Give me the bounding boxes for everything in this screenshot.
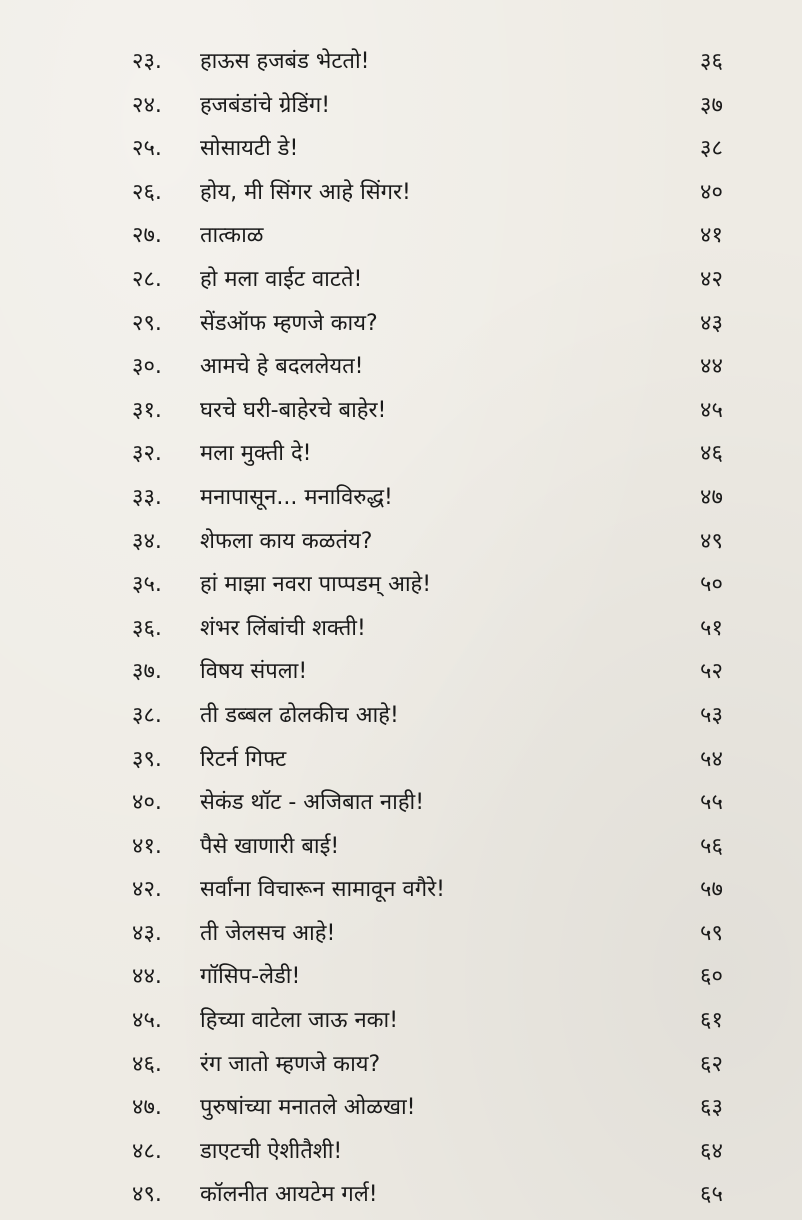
chapter-title: हिच्या वाटेला जाऊ नका! <box>200 1008 399 1034</box>
chapter-title: ती डब्बल ढोलकीच आहे! <box>200 702 399 728</box>
chapter-number: ३५. <box>132 572 162 598</box>
toc-entry <box>0 40 802 84</box>
page-number: ५९ <box>700 920 723 946</box>
chapter-title: हां माझा नवरा पाप्पडम् आहे! <box>200 572 432 598</box>
page-number: ६३ <box>700 1095 723 1121</box>
chapter-number: ४८. <box>132 1138 162 1164</box>
chapter-number: ४६. <box>132 1051 162 1077</box>
chapter-number: २४. <box>132 92 162 118</box>
toc-entry <box>0 1130 802 1174</box>
chapter-title: ती जेलसच आहे! <box>200 920 336 946</box>
page-number: ५३ <box>700 702 723 728</box>
chapter-title: मनापासून... मनाविरुद्ध! <box>200 484 393 510</box>
chapter-number: ४०. <box>132 790 162 816</box>
toc-entry <box>0 912 802 956</box>
toc-entry <box>0 868 802 912</box>
chapter-number: ४९. <box>132 1182 162 1208</box>
page-number: ३६ <box>700 49 723 74</box>
toc-entry <box>0 694 802 738</box>
chapter-title: शेफला काय कळतंय? <box>200 528 373 554</box>
chapter-number: ३४. <box>132 528 162 554</box>
toc-entry <box>0 607 802 651</box>
toc-entry <box>0 84 802 128</box>
chapter-number: ३९. <box>132 746 162 772</box>
toc-entry <box>0 214 802 258</box>
chapter-title: सोसायटी डे! <box>200 136 299 162</box>
toc-entry <box>0 825 802 869</box>
chapter-title: सर्वांना विचारून सामावून वगैरे! <box>200 877 445 903</box>
chapter-number: ४३. <box>132 920 162 946</box>
page-number: ५० <box>700 572 723 598</box>
chapter-title: डाएटची ऐशीतैशी! <box>200 1138 343 1164</box>
chapter-number: ३७. <box>132 659 162 685</box>
chapter-title: घरचे घरी-बाहेरचे बाहेर! <box>200 397 387 423</box>
chapter-title: रंग जातो म्हणजे काय? <box>200 1051 381 1077</box>
page-number: ४६ <box>700 441 723 467</box>
page-number: ६४ <box>700 1138 723 1164</box>
chapter-number: ४७. <box>132 1095 162 1121</box>
toc-entry <box>0 650 802 694</box>
chapter-title: सेंडऑफ म्हणजे काय? <box>200 310 378 336</box>
toc-entry <box>0 302 802 346</box>
page-number: ४० <box>700 179 723 205</box>
chapter-title: गॉसिप-लेडी! <box>200 964 301 990</box>
chapter-title: हो मला वाईट वाटते! <box>200 266 363 292</box>
toc-entry <box>0 520 802 564</box>
chapter-title: तात्काळ <box>200 223 264 249</box>
chapter-number: ३३. <box>132 484 162 510</box>
chapter-title: रिटर्न गिफ्ट <box>200 746 287 772</box>
page-number: ४४ <box>700 354 723 380</box>
chapter-number: ३८. <box>132 702 162 728</box>
chapter-number: ३०. <box>132 354 162 380</box>
page-number: ३८ <box>700 136 723 162</box>
toc-entry <box>0 389 802 433</box>
toc-entry <box>0 258 802 302</box>
toc-entry <box>0 127 802 171</box>
chapter-number: २९. <box>132 310 162 336</box>
toc-entry <box>0 999 802 1043</box>
chapter-number: ४४. <box>132 964 162 990</box>
page-number: ५४ <box>700 746 723 772</box>
chapter-number: २७. <box>132 223 162 249</box>
chapter-number: ४२. <box>132 877 162 903</box>
page-number: ६० <box>700 964 723 990</box>
toc-entry <box>0 476 802 520</box>
page-number: ४१ <box>700 223 723 249</box>
page-number: ४३ <box>700 310 723 336</box>
page-number: ६१ <box>700 1008 723 1034</box>
chapter-number: २३. <box>132 49 162 74</box>
toc-entry <box>0 1086 802 1130</box>
toc-entry <box>0 955 802 999</box>
chapter-number: २८. <box>132 266 162 292</box>
page-number: ४९ <box>700 528 723 554</box>
toc-entry <box>0 781 802 825</box>
chapter-number: ३२. <box>132 441 162 467</box>
chapter-title: आमचे हे बदललेयत! <box>200 354 364 380</box>
page-number: ५५ <box>700 790 723 816</box>
toc-entry <box>0 563 802 607</box>
chapter-title: पुरुषांच्या मनातले ओळखा! <box>200 1095 416 1121</box>
toc-entry <box>0 1173 802 1217</box>
page-number: ३७ <box>700 92 723 118</box>
chapter-title: होय, मी सिंगर आहे सिंगर! <box>200 179 411 205</box>
toc-entry <box>0 171 802 215</box>
chapter-title: विषय संपला! <box>200 659 308 685</box>
toc-entry <box>0 1043 802 1087</box>
toc-entry <box>0 432 802 476</box>
chapter-title: सेकंड थॉट - अजिबात नाही! <box>200 790 425 816</box>
chapter-number: ४१. <box>132 833 162 859</box>
chapter-title: पैसे खाणारी बाई! <box>200 833 340 859</box>
toc-entry <box>0 738 802 782</box>
chapter-number: ३१. <box>132 397 162 423</box>
chapter-title: शंभर लिंबांची शक्ती! <box>200 615 366 641</box>
page-number: ६२ <box>700 1051 723 1077</box>
chapter-title: मला मुक्ती दे! <box>200 441 312 467</box>
chapter-number: २५. <box>132 136 162 162</box>
page-number: ४७ <box>700 484 723 510</box>
chapter-title: कॉलनीत आयटेम गर्ल! <box>200 1182 378 1208</box>
toc-entry <box>0 345 802 389</box>
chapter-number: ३६. <box>132 615 162 641</box>
page-number: ५२ <box>700 659 723 685</box>
chapter-title: हजबंडांचे ग्रेडिंग! <box>200 92 331 118</box>
chapter-title: हाऊस हजबंड भेटतो! <box>200 49 370 74</box>
page-number: ४२ <box>700 266 723 292</box>
table-of-contents <box>0 40 802 1217</box>
chapter-number: ४५. <box>132 1008 162 1034</box>
page-number: ५१ <box>700 615 723 641</box>
page-number: ५६ <box>700 833 723 859</box>
page-number: ५७ <box>700 877 723 903</box>
page-number: ६५ <box>700 1182 723 1208</box>
page-number: ४५ <box>700 397 723 423</box>
chapter-number: २६. <box>132 179 162 205</box>
